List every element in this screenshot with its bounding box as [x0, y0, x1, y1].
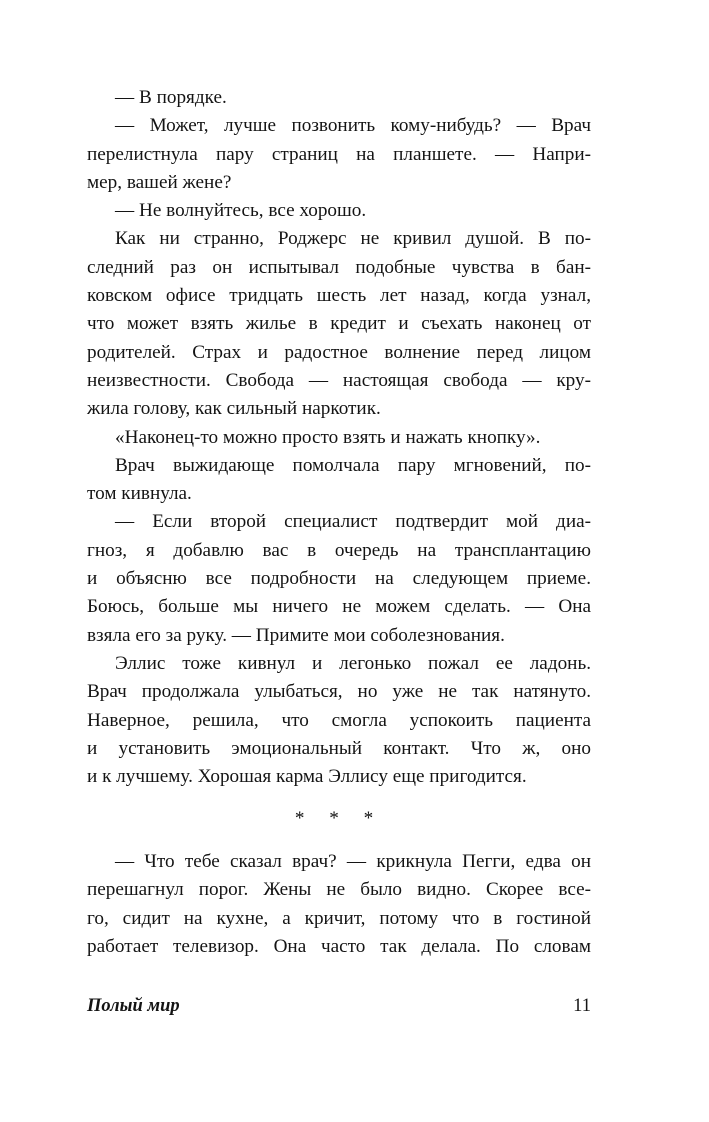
paragraph [87, 424, 591, 452]
paragraph [87, 452, 591, 509]
text-block-top [87, 84, 591, 791]
text-line: — Если второй специалист подтвердит мой диа- [115, 511, 591, 533]
text-line: родителей. Страх и радостное волнение перед лицом [87, 341, 591, 363]
text-line: Как ни странно, Роджерс не кривил душой. В по- [115, 228, 591, 250]
text-line: и установить эмоциональный контакт. Что ж, оно [87, 737, 591, 759]
text-line: — Может, лучше позвонить кому-нибудь? — Врач [115, 115, 591, 137]
section-divider: * * * [294, 808, 384, 830]
text-line: ковском офисе тридцать шесть лет назад, когда узнал, [87, 285, 591, 307]
page-footer [87, 992, 591, 1020]
text-line: — Не волнуйтесь, все хорошо. [115, 200, 367, 222]
text-line: Наверное, решила, что смогла успокоить пациента [87, 709, 591, 731]
paragraph [87, 197, 591, 225]
text-line: Врач выжидающе помолчала пару мгновений, по- [115, 454, 591, 476]
text-line: что может взять жилье в кредит и съехать наконец от [87, 313, 591, 335]
text-line: мер, вашей жене? [87, 171, 232, 193]
paragraph [87, 848, 591, 961]
text-line: работает телевизор. Она часто так делала. По словам [87, 935, 591, 957]
text-line: — В порядке. [115, 87, 227, 108]
text-line: жила голову, как сильный наркотик. [87, 398, 381, 420]
text-line: гноз, я добавлю вас в очередь на трансплантацию [87, 539, 591, 561]
page-number: 11 [573, 996, 591, 1016]
text-line: — Что тебе сказал врач? — крикнула Пегги, едва он [115, 851, 591, 873]
text-line: Эллис тоже кивнул и легонько пожал ее ладонь. [115, 652, 591, 674]
paragraph [87, 225, 591, 423]
text-line: и объясню все подробности на следующем приеме. [87, 568, 591, 590]
text-line: и к лучшему. Хорошая карма Эллису еще пригодится. [87, 766, 527, 788]
text-line: неизвестности. Свобода — настоящая свобода — кру- [87, 369, 591, 391]
text-block-bottom [87, 848, 591, 961]
text-line: перелистнула пару страниц на планшете. — Напри- [87, 143, 591, 165]
text-line: взяла его за руку. — Примите мои соболезнования. [87, 624, 505, 646]
text-line: Врач продолжала улыбаться, но уже не так натянуто. [87, 681, 591, 703]
page-body [87, 84, 591, 961]
text-line: го, сидит на кухне, а кричит, потому что в гостиной [87, 907, 591, 929]
paragraph [87, 508, 591, 649]
text-line: «Наконец-то можно просто взять и нажать кнопку». [115, 426, 541, 448]
text-line: перешагнул порог. Жены не было видно. Скорее все- [87, 879, 591, 901]
text-line: Боюсь, больше мы ничего не можем сделать. — Она [87, 596, 591, 618]
paragraph [87, 650, 591, 791]
text-line: том кивнула. [87, 483, 192, 505]
text-line: следний раз он испытывал подобные чувства в бан- [87, 256, 591, 278]
running-title: Полый мир [87, 996, 180, 1016]
paragraph [87, 112, 591, 197]
paragraph [87, 84, 591, 112]
